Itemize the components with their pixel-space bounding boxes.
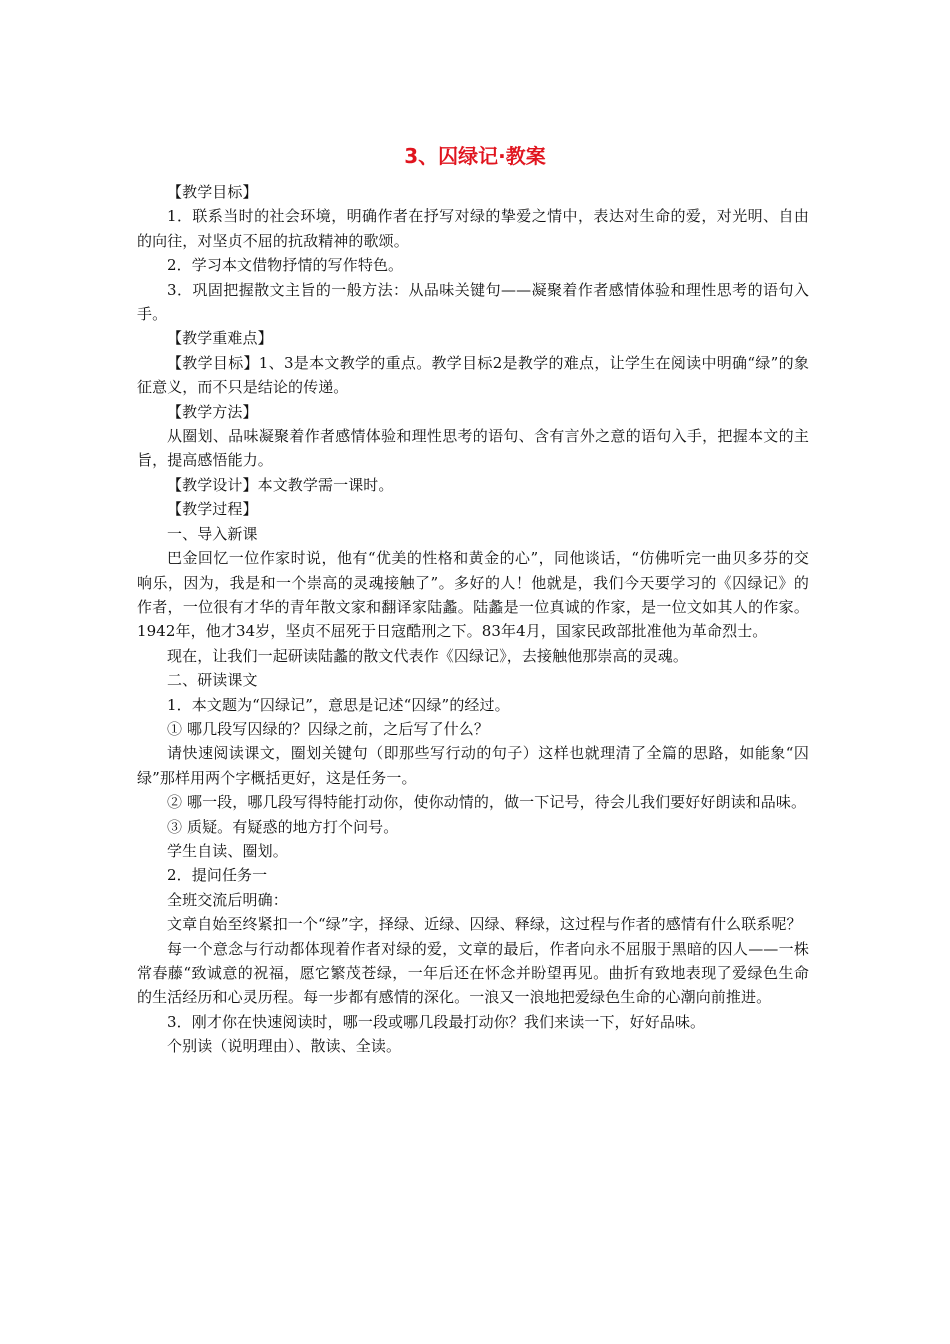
- teaching-method-text: 从圈划、品味凝聚着作者感情体验和理性思考的语句、含有言外之意的语句入手，把握本文的主旨，提高感悟能力。: [137, 427, 809, 470]
- heading-teaching-goals: 【教学目标】: [167, 183, 258, 201]
- study-instruction: 请快速阅读课文，圈划关键句（即那些写行动的句子）这样也就理清了全篇的思路，如能象“囚绿”那样用两个字概括更好，这是任务一。: [137, 744, 809, 787]
- student-activity: 学生自读、圈划。: [167, 841, 288, 860]
- heading-key-points: 【教学重难点】: [167, 329, 273, 348]
- goal-item-3: 3．巩固把握散文主旨的一般方法：从品味关键句——凝聚着作者感情体验和理性思考的语句入手。: [137, 280, 809, 324]
- study-item-2: 2．提问任务一: [167, 866, 268, 885]
- study-item-1: 1．本文题为“囚绿记”，意思是记述“囚绿”的经过。: [167, 695, 510, 714]
- document-body: [137, 180, 809, 1059]
- goal-item-2: 2．学习本文借物抒情的写作特色。: [167, 256, 404, 275]
- goal-item-1: 1．联系当时的社会环境，明确作者在抒写对绿的挚爱之情中，表达对生命的爱，对光明、自由的向往，对坚贞不屈的抗敌精神的歌颂。: [137, 207, 809, 250]
- study-question-2: ② 哪一段，哪几段写得特能打动你，使你动情的，做一下记号，待会儿我们要好好朗读和品味。: [167, 793, 807, 812]
- teaching-design-text: 【教学设计】本文教学需一课时。: [167, 475, 394, 494]
- study-question-3: ③ 质疑。有疑惑的地方打个问号。: [167, 817, 399, 836]
- section-intro-heading: 一、导入新课: [167, 524, 258, 543]
- heading-teaching-method: 【教学方法】: [167, 402, 258, 421]
- section-study-heading: 二、研读课文: [167, 671, 258, 690]
- document-title: 3、囚绿记·教案: [404, 144, 546, 168]
- heading-teaching-process: 【教学过程】: [167, 500, 258, 519]
- class-discussion: 全班交流后明确：: [167, 890, 288, 909]
- key-points-text: 【教学目标】1、3是本文教学的重点。教学目标2是教学的难点，让学生在阅读中明确“绿”的象征意义，而不只是结论的传递。: [137, 353, 809, 397]
- study-question-1: ① 哪几段写囚绿的？囚绿之前，之后写了什么？: [167, 719, 489, 738]
- discussion-paragraph-1: 文章自始至终紧扣一个“绿”字，择绿、近绿、囚绿、释绿，这过程与作者的感情有什么联系呢？: [167, 915, 802, 934]
- intro-closing: 现在，让我们一起研读陆蠡的散文代表作《囚绿记》，去接触他那崇高的灵魂。: [167, 646, 689, 665]
- study-item-3: 3．刚才你在快速阅读时，哪一段或哪几段最打动你？我们来读一下，好好品味。: [167, 1012, 706, 1031]
- discussion-paragraph-2: 每一个意念与行动都体现着作者对绿的爱，文章的最后，作者向永不屈服于黑暗的囚人——一株常春藤“致诚意的祝福，愿它繁茂苍绿，一年后还在怀念并盼望再见。曲折有致地表现了爱绿色生命的生活经历和心灵历程。每一步都有感情的深化。一浪又一浪地把爱绿色生命的心潮向前推进。: [137, 939, 809, 1007]
- intro-paragraph: 巴金回忆一位作家时说，他有“优美的性格和黄金的心”，同他谈话，“仿佛听完一曲贝多芬的交响乐，因为，我是和一个崇高的灵魂接触了”。多好的人！他就是，我们今天要学习的《囚绿记》的作者，一位很有才华的青年散文家和翻译家陆蠡。陆蠡是一位真诚的作家，是一位文如其人的作家。1942年，他才34岁，坚贞不屈死于日寇酷刑之下。83年4月，国家民政部批准他为革命烈士。: [137, 549, 809, 641]
- reading-methods: 个别读（说明理由）、散读、全读。: [167, 1037, 402, 1056]
